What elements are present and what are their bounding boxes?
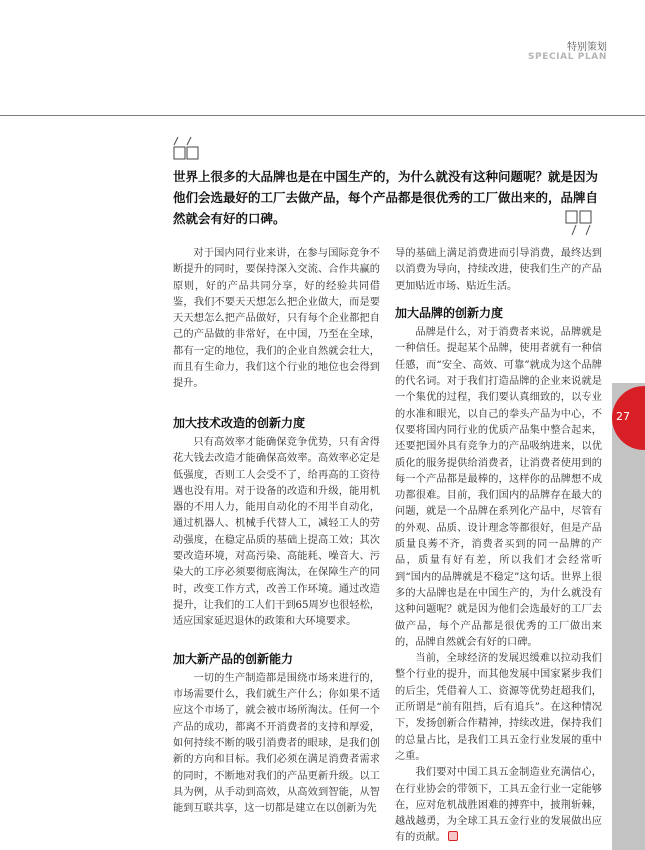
article-column-left xyxy=(173,246,380,818)
close-quote-icon xyxy=(565,210,595,238)
section-title-en: SPECIAL PLAN xyxy=(527,52,607,62)
intro-paragraph: 对于国内同行业来讲，在参与国际竞争不断提升的同时，要保持深入交流、合作共赢的原则，好的产品共同分享，好的经验共同借鉴，我们不要天天想怎么把企业做大，而是要天天想怎么把产品做好，只有每个企业都把自己的产品做的非常好，在中国，乃至在全球，都有一定的地位，我们的企业自然就会壮大，而且有生命力，我们这个行业的地位也会得到提升。 xyxy=(173,248,380,390)
section-paragraph-product: 一切的生产制造都是围绕市场来进行的，市场需要什么，我们就生产什么；你如果不适应这个市场了，就会被市场所淘汰。任何一个产品的成功，都离不开消费者的支持和厚爱，如何持续不断的吸引消费者的眼球，是我们创新的方向和目标。我们必须在满足消费者需求的同时，不断地对我们的产品更新升级。以工具为例，从手动到高效，从高效到智能，从智能到互联共享，这一切都是建立在以创新为先 xyxy=(173,672,380,815)
brand-paragraph-2: 当前，全球经济的发展迟缓难以拉动我们整个行业的提升，而其他发展中国家紧步我们的后尘，凭借着人工、资源等优势赶超我们，正所谓是“前有阻挡，后有追兵”。在这种情况下，发扬创新合作精神，持续改进，保持我们的总量占比，是我们工具五金行业发展的重中之重。 xyxy=(395,653,602,762)
section-title-cn: 特别策划 xyxy=(567,42,607,53)
section-paragraph-tech: 只有高效率才能确保竞争优势，只有舍得花大钱去改造才能确保高效率。高效率必定是低强度，否则工人会受不了，给再高的工资待遇也没有用。对于设备的改造和升级，能用机器的不用人力，能用自动化的不用半自动化，通过机器人、机械手代替人工，减轻工人的劳动强度，在稳定品质的基础上提高工效；其次要改造环境，对高污染、高能耗、噪音大、污染大的工序必须要彻底淘汰，在保障生产的同时，改变工作方式，改善工作环境。通过改造提升，让我们的工人们干到65周岁也很轻松，适应国家延迟退休的政策和大环境要求。 xyxy=(173,436,380,628)
section-heading-brand: 加大品牌的创新力度 xyxy=(395,305,504,320)
brand-paragraph-3-text: 我们要对中国工具五金制造业充满信心，在行业协会的带领下，工具五金行业一定能够在，应对危机战胜困难的搏弈中，披荆斩棘，越战越勇，为全球工具五金行业的发展做出应有的贡献。 xyxy=(395,767,602,844)
side-margin-bar xyxy=(612,383,645,850)
header-divider xyxy=(0,115,645,116)
page-number: 27 xyxy=(616,410,630,423)
brand-paragraph-1: 品牌是什么，对于消费者来说，品牌就是一种信任。提起某个品牌，使用者就有一种信任感，而“安全、高效、可靠”就成为这个品牌的代名词。对于我们打造品牌的企业来说就是一个集优的过程，我们要认真细致的，以专业的水准和眼光，以自己的拳头产品为中心，不仅要将国内同行业的优质产品集中整合起来，还要把国外具有竞争力的产品吸纳进来，以优质化的服务提供给消费者，让消费者使用到的每一个产品都是最棒的，这样你的品牌想不成功都很难。目前，我们国内的品牌存在最大的问题，就是一个品牌在系列化产品中，尽管有的外观、品质、设计理念等都很好，但是产品质量良莠不齐，消费者买到的同一品牌的产品，质量有好有差，所以我们才会经常听到“国内的品牌就是不稳定”这句话。世界上很多的大品牌也是在中国生产的，为什么就没有这种问题呢？就是因为他们会选最好的工厂去做产品，每个产品都是很优秀的工厂做出来的，品牌自然就会有好的口碑。 xyxy=(395,327,602,648)
page-header xyxy=(0,0,645,70)
article-column-right xyxy=(395,246,602,847)
section-paragraph-product-continued: 导的基础上满足消费进而引导消费，最终达到以消费为导向，持续改进，使我们生产的产品更加贴近市场、贴近生活。 xyxy=(395,248,602,292)
section-heading-product: 加大新产品的创新能力 xyxy=(173,651,294,666)
open-quote-icon xyxy=(173,136,203,164)
section-heading-tech: 加大技术改造的创新力度 xyxy=(173,415,306,430)
end-of-article-icon xyxy=(448,831,458,841)
brand-paragraph-3 xyxy=(395,765,602,846)
pull-quote: 世界上很多的大品牌也是在中国生产的，为什么就没有这种问题呢？就是因为他们会选最好的工厂去做产品，每个产品都是很优秀的工厂做出来的，品牌自然就会有好的口碑。 xyxy=(173,169,599,226)
